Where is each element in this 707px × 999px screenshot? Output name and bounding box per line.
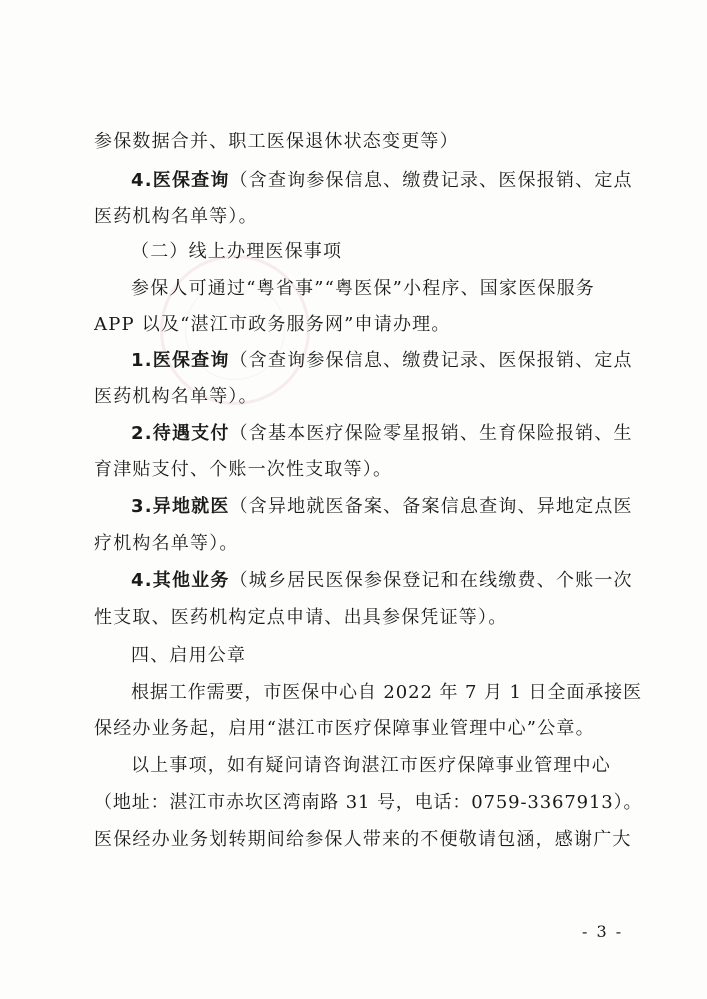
text-line: APP 以及“湛江市政务服务网”申请办理。 — [94, 314, 451, 335]
text-line: 4.医保查询（含查询参保信息、缴费记录、医保报销、定点 — [131, 170, 633, 191]
text-line: 以上事项，如有疑问请咨询湛江市医疗保障事业管理中心 — [131, 755, 611, 776]
item-heading: 2.待遇支付 — [131, 423, 230, 444]
text-line: 1.医保查询（含查询参保信息、缴费记录、医保报销、定点 — [131, 350, 633, 371]
section-subheading: （二）线上办理医保事项 — [131, 241, 343, 262]
text-line: 3.异地就医（含异地就医备案、备案信息查询、异地定点医 — [131, 496, 633, 517]
text-line: 参保数据合并、职工医保退休状态变更等） — [94, 131, 459, 152]
item-heading: 4.医保查询 — [131, 170, 230, 191]
text-line: 医药机构名单等）。 — [94, 386, 258, 407]
page-number: - 3 - — [582, 922, 624, 941]
text-line: 2.待遇支付（含基本医疗保险零星报销、生育保险报销、生 — [131, 423, 633, 444]
item-heading: 1.医保查询 — [131, 350, 230, 371]
text-line: 保经办业务起，启用“湛江市医疗保障事业管理中心”公章。 — [94, 718, 595, 739]
text-line: 医保经办业务划转期间给参保人带来的不便敬请包涵，感谢广大 — [94, 829, 632, 850]
text-line: 医药机构名单等）。 — [94, 206, 258, 227]
text-line: 性支取、医药机构定点申请、出具参保凭证等）。 — [94, 607, 508, 628]
section-heading: 四、启用公章 — [131, 645, 247, 666]
text-line: 疗机构名单等）。 — [94, 533, 239, 554]
text-line: （地址：湛江市赤坎区湾南路 31 号，电话：0759-3367913）。 — [94, 792, 643, 813]
item-heading: 4.其他业务 — [131, 570, 230, 591]
text-line: 根据工作需要，市医保中心自 2022 年 7 月 1 日全面承接医 — [131, 682, 642, 703]
text-line: 育津贴支付、个账一次性支取等）。 — [94, 459, 393, 480]
item-heading: 3.异地就医 — [131, 496, 230, 517]
text-line: 参保人可通过“粤省事”“粤医保”小程序、国家医保服务 — [131, 278, 596, 299]
text-line: 4.其他业务（城乡居民医保参保登记和在线缴费、个账一次 — [131, 570, 633, 591]
